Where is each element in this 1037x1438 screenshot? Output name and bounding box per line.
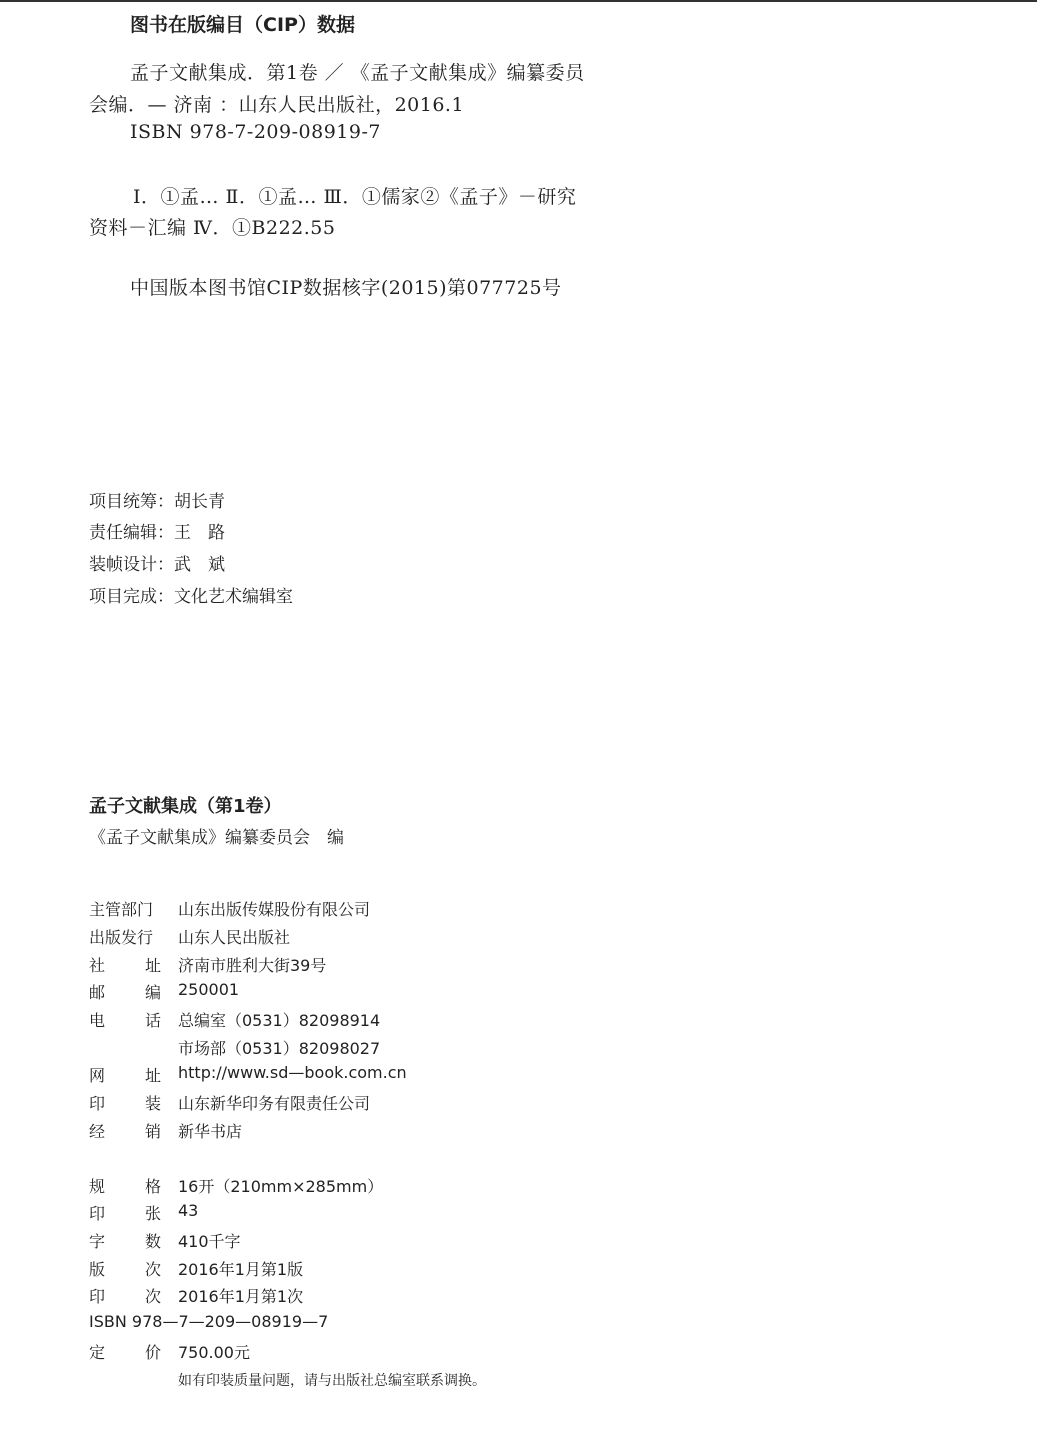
label-word-count: 字 数 — [89, 1232, 161, 1251]
value-printer: 山东新华印务有限责任公司 — [178, 1094, 371, 1113]
cip-isbn: ISBN 978-7-209-08919-7 — [130, 121, 381, 143]
value-price: 750.00元 — [178, 1343, 250, 1362]
cip-line-2: 会编．— 济南 ：山东人民出版社，2016.1 — [89, 94, 465, 116]
value-edition: 2016年1月第1版 — [178, 1260, 304, 1279]
label-publisher: 出版发行 — [89, 928, 154, 947]
value-publisher: 山东人民出版社 — [178, 928, 291, 947]
value-phone-marketing: 市场部（0531）82098027 — [178, 1039, 381, 1058]
value-distributor: 新华书店 — [178, 1122, 243, 1141]
value-address: 济南市胜利大街39号 — [178, 956, 327, 975]
value-dept: 山东出版传媒股份有限公司 — [178, 900, 371, 919]
value-word-count: 410千字 — [178, 1232, 241, 1251]
label-phone: 电 话 — [89, 1011, 161, 1030]
staff-editor: 责任编辑：王 路 — [89, 523, 225, 543]
value-phone-editorial: 总编室（0531）82098914 — [178, 1011, 381, 1030]
top-border-line — [0, 0, 1037, 2]
label-edition: 版 次 — [89, 1260, 161, 1279]
label-price: 定 价 — [89, 1343, 161, 1362]
value-website: http://www.sd—book.com.cn — [178, 1063, 407, 1082]
cip-line-4: Ⅰ．①孟… Ⅱ．①孟… Ⅲ．①儒家②《孟子》－研究 — [133, 186, 577, 208]
value-sheets: 43 — [178, 1201, 199, 1220]
staff-coordinator: 项目统筹：胡长青 — [89, 492, 225, 512]
cip-title: 图书在版编目（CIP）数据 — [130, 14, 355, 36]
label-website: 网 址 — [89, 1066, 161, 1085]
staff-designer: 装帧设计：武 斌 — [89, 555, 225, 575]
value-isbn: ISBN 978—7—209—08919—7 — [89, 1312, 329, 1331]
value-printing: 2016年1月第1次 — [178, 1287, 304, 1306]
label-address: 社 址 — [89, 956, 161, 975]
value-postcode: 250001 — [178, 980, 240, 999]
book-title: 孟子文献集成（第1卷） — [89, 796, 282, 817]
label-printer: 印 装 — [89, 1094, 161, 1113]
cip-line-5: 资料－汇编 Ⅳ．①B222.55 — [89, 217, 336, 239]
book-editor: 《孟子文献集成》编纂委员会 编 — [89, 828, 344, 848]
label-printing: 印 次 — [89, 1287, 161, 1306]
label-postcode: 邮 编 — [89, 983, 161, 1002]
label-dept: 主管部门 — [89, 900, 154, 919]
quality-notice: 如有印装质量问题，请与出版社总编室联系调换。 — [178, 1373, 486, 1389]
label-distributor: 经 销 — [89, 1122, 161, 1141]
cip-line-1: 孟子文献集成．第1卷 ／ 《孟子文献集成》编纂委员 — [130, 62, 585, 84]
value-format: 16开（210mm×285mm） — [178, 1177, 384, 1196]
label-sheets: 印 张 — [89, 1204, 161, 1223]
label-format: 规 格 — [89, 1177, 161, 1196]
cip-record-number: 中国版本图书馆CIP数据核字(2015)第077725号 — [130, 277, 562, 299]
staff-department: 项目完成：文化艺术编辑室 — [89, 587, 293, 607]
